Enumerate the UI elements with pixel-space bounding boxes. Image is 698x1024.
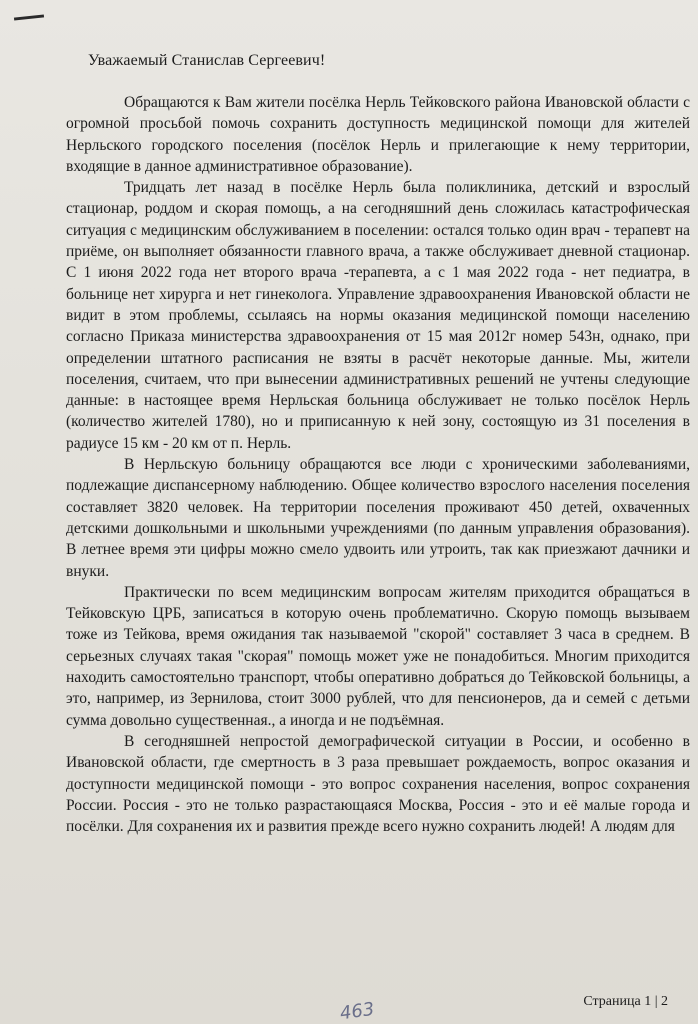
pen-mark — [14, 14, 44, 20]
paragraph-1: Обращаются к Вам жители посёлка Нерль Тейковского района Ивановской области с огромной просьбой помочь сохранить доступность медицинской помощи для жителей Нерльского городского поселения (посёлок Нерль и прилегающие к нему территории, входящие в данное административное образование). — [66, 94, 690, 175]
page-number: Страница 1 | 2 — [583, 994, 668, 1009]
paragraph-2: Тридцать лет назад в посёлке Нерль была поликлиника, детский и взрослый стационар, роддом и скорая помощь, а на сегодняшний день сложилась катастрофическая ситуация с медицинским обслуживанием в поселении: остался только один врач - терапевт на приёме, он выполняет обязанности главного врача, а также обслуживает дневной стационар. С 1 июня 2022 года нет второго врача -терапевта, а с 1 мая 2022 года - нет педиатра, в больнице нет хирурга и нет гинеколога. Управление здравоохранения Ивановской области не видит в этом проблемы, ссылаясь на нормы оказания медицинской помощи населению согласно Приказа министерства здравоохранения от 15 мая 2012г номер 543н, однако, при определении штатного расписания не взяты в расчёт некоторые данные. Мы, жители поселения, считаем, что при вынесении административных решений не учтены следующие данные: в настоящее время Нерльская больница обслуживает не только посёлок Нерль (количество жителей 1780), но и приписанную к ней зону, состоящую из 31 поселения в радиусе 15 км - 20 км от п. Нерль. — [66, 179, 690, 452]
salutation: Уважаемый Станислав Сергеевич! — [88, 52, 326, 69]
paragraph-3: В Нерльскую больницу обращаются все люди с хроническими заболеваниями, подлежащие диспансерному наблюдению. Общее количество взрослого населения поселения составляет 3820 человек. На территории поселения проживают 450 детей, охваченных детскими дошкольными и школьными учреждениями (по данным управления образования). В летнее время эти цифры можно смело удвоить или утроить, так как приезжают дачники и внуки. — [66, 456, 690, 580]
paragraph-4: Практически по всем медицинским вопросам жителям приходится обращаться в Тейковскую ЦРБ, записаться в которую очень проблематично. Скорую помощь вызываем тоже из Тейкова, время ожидания так называемой "скорой" составляет 3 часа в среднем. В серьезных случаях такая "скорая" помощь может уже не понадобиться. Многим приходится находить самостоятельно транспорт, чтобы оперативно добраться до Тейковской больницы, а это, например, из Зернилова, стоит 3000 рублей, что для пенсионеров, да и семей с детьми сумма довольно существенная., а иногда и не подъёмная. — [66, 583, 690, 729]
handwritten-number: 463 — [338, 998, 376, 1024]
paragraph-5: В сегодняшней непростой демографической ситуации в России, и особенно в Ивановской области, где смертность в 3 раза превышает рождаемость, вопрос оказания и доступности медицинской помощи - это вопрос сохранения населения, вопрос сохранения России. Россия - это не только разрастающаяся Москва, Россия - это и её малые города и посёлки. Для сохранения их и развития прежде всего нужно сохранить людей! А людям для — [66, 732, 690, 836]
letter-body — [66, 92, 690, 837]
